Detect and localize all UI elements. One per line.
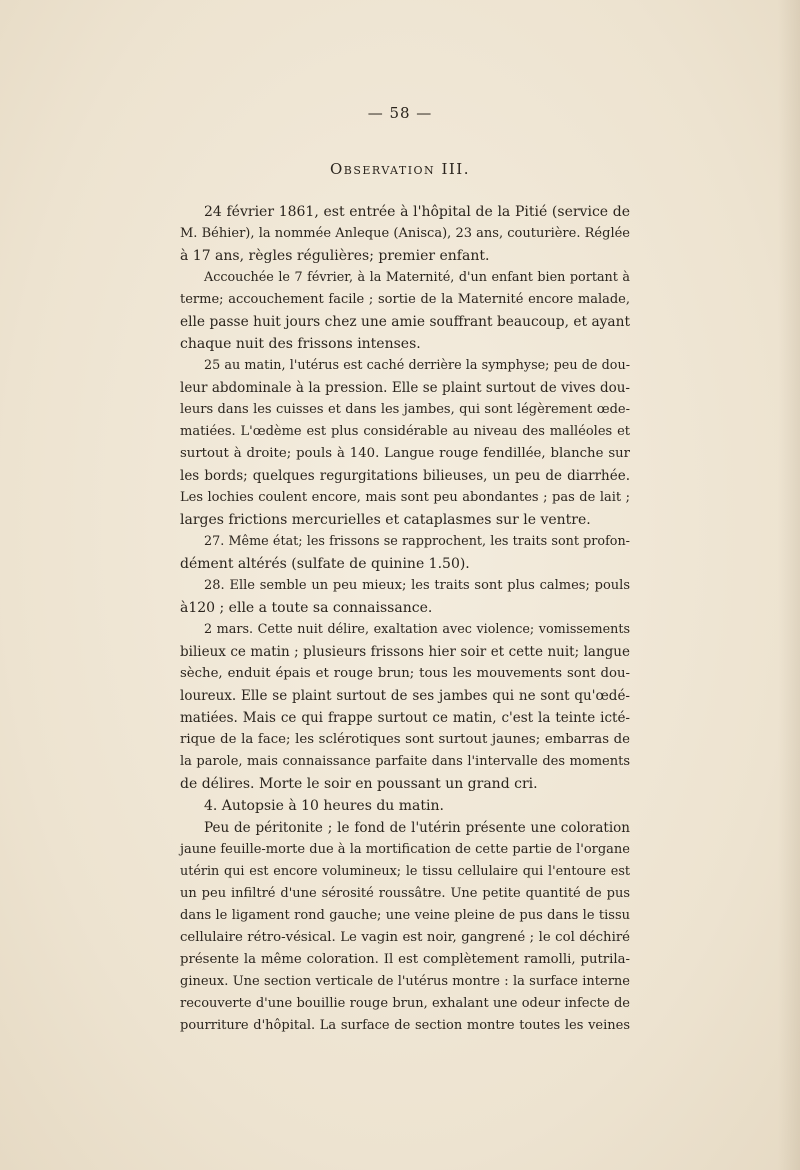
text-line: M. Béhier), la nommée Anleque (Anisca), 23 ans, couturière. Réglée xyxy=(180,226,630,241)
text-line: sèche, enduit épais et rouge brun; tous les mouvements sont dou- xyxy=(180,666,630,681)
text-line: Peu de péritonite ; le fond de l'utérin présente une coloration xyxy=(204,820,630,836)
text-line: leur abdominale à la pression. Elle se plaint surtout de vives dou- xyxy=(180,380,630,396)
text-line: présente la même coloration. Il est complètement ramolli, putrila- xyxy=(180,952,630,967)
text-line: chaque nuit des frissons intenses. xyxy=(180,336,421,352)
text-line: 27. Même état; les frissons se rapprochent, les traits sont profon- xyxy=(204,534,630,549)
text-line: utérin qui est encore volumineux; le tissu cellulaire qui l'entoure est xyxy=(180,864,630,879)
text-line: les bords; quelques regurgitations bilieuses, un peu de diarrhée. xyxy=(180,468,630,484)
text-line: larges frictions mercurielles et cataplasmes sur le ventre. xyxy=(180,512,591,528)
text-line: pourriture d'hôpital. La surface de section montre toutes les veines xyxy=(180,1018,630,1033)
text-line: gineux. Une section verticale de l'utérus montre : la surface interne xyxy=(180,974,630,989)
text-line: dément altérés (sulfate de quinine 1.50). xyxy=(180,556,470,572)
page-number: — 58 — xyxy=(367,104,433,122)
text-line: 2 mars. Cette nuit délire, exaltation avec violence; vomissements xyxy=(204,622,630,637)
text-line: à120 ; elle a toute sa connaissance. xyxy=(180,600,433,616)
text-line: surtout à droite; pouls à 140. Langue rouge fendillée, blanche sur xyxy=(180,446,630,461)
text-line: loureux. Elle se plaint surtout de ses jambes qui ne sont qu'œdé- xyxy=(180,688,630,704)
text-line: matiées. L'œdème est plus considérable au niveau des malléoles et xyxy=(180,424,630,439)
text-line: 4. Autopsie à 10 heures du matin. xyxy=(204,798,444,814)
text-line: à 17 ans, règles régulières; premier enfant. xyxy=(180,248,490,264)
text-line: 28. Elle semble un peu mieux; les traits sont plus calmes; pouls xyxy=(204,578,630,593)
text-line: terme; accouchement facile ; sortie de la Maternité encore malade, xyxy=(180,292,630,307)
text-line: bilieux ce matin ; plusieurs frissons hier soir et cette nuit; langue xyxy=(180,644,630,660)
text-line: 25 au matin, l'utérus est caché derrière la symphyse; peu de dou- xyxy=(204,358,630,373)
text-line: Les lochies coulent encore, mais sont peu abondantes ; pas de lait ; xyxy=(180,490,630,505)
text-line: leurs dans les cuisses et dans les jambes, qui sont légèrement œde- xyxy=(180,402,630,417)
text-line: matiées. Mais ce qui frappe surtout ce matin, c'est la teinte icté- xyxy=(180,710,630,726)
text-line: Accouchée le 7 février, à la Maternité, d'un enfant bien portant à xyxy=(204,270,630,285)
text-line: rique de la face; les sclérotiques sont surtout jaunes; embarras de xyxy=(180,732,630,747)
section-heading: Observation III. xyxy=(329,160,470,178)
page-edge-shadow xyxy=(778,0,800,1170)
text-line: elle passe huit jours chez une amie souffrant beaucoup, et ayant xyxy=(180,314,630,330)
text-line: de délires. Morte le soir en poussant un grand cri. xyxy=(180,776,538,792)
text-line: 24 février 1861, est entrée à l'hôpital de la Pitié (service de xyxy=(204,204,630,220)
text-line: dans le ligament rond gauche; une veine pleine de pus dans le tissu xyxy=(180,908,630,923)
text-line: la parole, mais connaissance parfaite dans l'intervalle des moments xyxy=(180,754,630,769)
text-line: cellulaire rétro-vésical. Le vagin est noir, gangrené ; le col déchiré xyxy=(180,930,630,945)
text-line: jaune feuille-morte due à la mortification de cette partie de l'organe xyxy=(180,842,630,857)
text-line: recouverte d'une bouillie rouge brun, exhalant une odeur infecte de xyxy=(180,996,630,1011)
body-text xyxy=(180,201,630,1037)
text-line: un peu infiltré d'une sérosité roussâtre. Une petite quantité de pus xyxy=(180,886,630,901)
